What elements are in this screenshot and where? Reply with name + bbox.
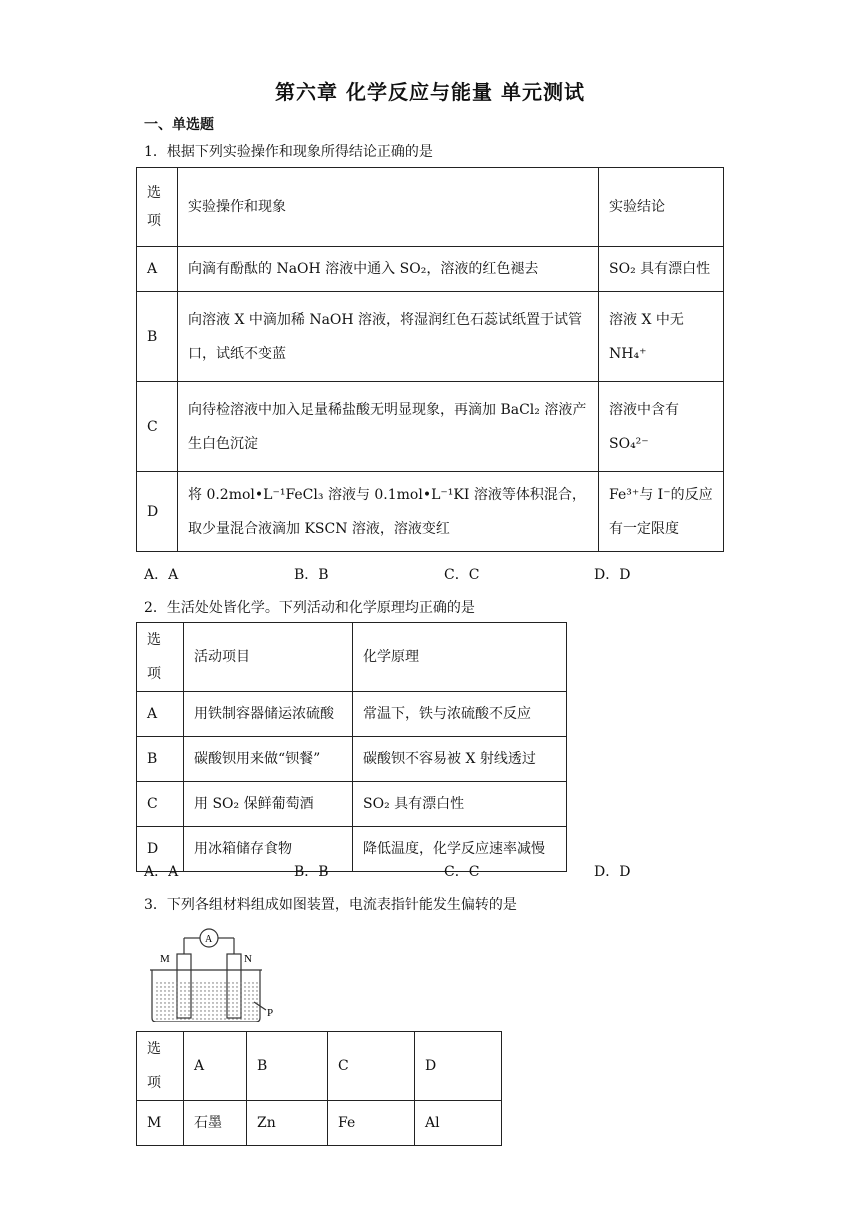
header-principle: 化学原理 xyxy=(353,623,567,692)
header-operation: 实验操作和现象 xyxy=(178,168,599,247)
row-conclusion: SO₂ 具有漂白性 xyxy=(599,247,724,292)
row-option: B xyxy=(137,292,178,382)
header-a: A xyxy=(184,1032,247,1101)
table-row xyxy=(137,692,567,737)
table-row xyxy=(137,737,567,782)
row-activity: 碳酸钡用来做“钡餐” xyxy=(184,737,353,782)
header-conclusion: 实验结论 xyxy=(599,168,724,247)
row-principle: SO₂ 具有漂白性 xyxy=(353,782,567,827)
option-c[interactable]: C．C xyxy=(444,864,480,880)
header-c: C xyxy=(328,1032,415,1101)
row-option: B xyxy=(137,737,184,782)
row-option: C xyxy=(137,382,178,472)
row-conclusion: Fe³⁺与 I⁻的反应有一定限度 xyxy=(599,472,724,552)
table-row xyxy=(137,472,724,552)
table-row xyxy=(137,782,567,827)
label-m: M xyxy=(160,953,170,965)
row-option: A xyxy=(137,247,178,292)
table-row xyxy=(137,247,724,292)
table-row xyxy=(137,1101,502,1146)
electrolyte-solution xyxy=(154,982,258,1020)
question-1-stem: 1．根据下列实验操作和现象所得结论正确的是 xyxy=(144,144,433,160)
ammeter-label: A xyxy=(205,934,213,945)
header-option: 选项 xyxy=(137,623,184,692)
row-conclusion: 溶液中含有 SO₄²⁻ xyxy=(599,382,724,472)
option-a[interactable]: A．A xyxy=(144,864,179,880)
row-conclusion: 溶液 X 中无 NH₄⁺ xyxy=(599,292,724,382)
question-1-table xyxy=(136,167,724,552)
option-d[interactable]: D．D xyxy=(594,567,631,583)
question-3-table xyxy=(136,1031,502,1146)
section-heading: 一、单选题 xyxy=(144,117,214,133)
question-2-table xyxy=(136,622,567,872)
label-p: P xyxy=(267,1007,274,1019)
row-cell: 石墨 xyxy=(184,1101,247,1146)
row-option: A xyxy=(137,692,184,737)
row-operation: 将 0.2mol•L⁻¹FeCl₃ 溶液与 0.1mol•L⁻¹KI 溶液等体积混合，取少量混合液滴加 KSCN 溶液，溶液变红 xyxy=(178,472,599,552)
table-row xyxy=(137,292,724,382)
row-cell: Al xyxy=(415,1101,502,1146)
option-d[interactable]: D．D xyxy=(594,864,631,880)
row-cell: Fe xyxy=(328,1101,415,1146)
row-principle: 碳酸钡不容易被 X 射线透过 xyxy=(353,737,567,782)
option-a[interactable]: A．A xyxy=(144,567,179,583)
table-header-row xyxy=(137,168,724,247)
option-c[interactable]: C．C xyxy=(444,567,480,583)
table-header-row xyxy=(137,1032,502,1101)
header-d: D xyxy=(415,1032,502,1101)
table-header-row xyxy=(137,623,567,692)
table-row xyxy=(137,382,724,472)
question-3-stem: 3．下列各组材料组成如图装置，电流表指针能发生偏转的是 xyxy=(144,897,517,913)
label-n: N xyxy=(244,953,252,965)
header-activity: 活动项目 xyxy=(184,623,353,692)
row-option: C xyxy=(137,782,184,827)
header-b: B xyxy=(247,1032,328,1101)
row-option: D xyxy=(137,472,178,552)
option-b[interactable]: B．B xyxy=(294,567,329,583)
row-activity: 用铁制容器储运浓硫酸 xyxy=(184,692,353,737)
option-b[interactable]: B．B xyxy=(294,864,329,880)
row-principle: 降低温度，化学反应速率减慢 xyxy=(353,827,567,872)
galvanic-cell-diagram xyxy=(148,922,288,1022)
row-activity: 用 SO₂ 保鲜葡萄酒 xyxy=(184,782,353,827)
question-2-stem: 2．生活处处皆化学。下列活动和化学原理均正确的是 xyxy=(144,600,475,616)
header-option: 选项 xyxy=(137,168,178,247)
row-activity: 用冰箱储存食物 xyxy=(184,827,353,872)
page-title: 第六章 化学反应与能量 单元测试 xyxy=(275,80,585,104)
row-label: M xyxy=(137,1101,184,1146)
row-principle: 常温下，铁与浓硫酸不反应 xyxy=(353,692,567,737)
row-cell: Zn xyxy=(247,1101,328,1146)
row-operation: 向滴有酚酞的 NaOH 溶液中通入 SO₂，溶液的红色褪去 xyxy=(178,247,599,292)
row-option: D xyxy=(137,827,184,872)
question-2-options xyxy=(144,861,744,881)
row-operation: 向待检溶液中加入足量稀盐酸无明显现象，再滴加 BaCl₂ 溶液产生白色沉淀 xyxy=(178,382,599,472)
question-1-options xyxy=(144,564,744,584)
row-operation: 向溶液 X 中滴加稀 NaOH 溶液，将湿润红色石蕊试纸置于试管口，试纸不变蓝 xyxy=(178,292,599,382)
header-option: 选项 xyxy=(137,1032,184,1101)
